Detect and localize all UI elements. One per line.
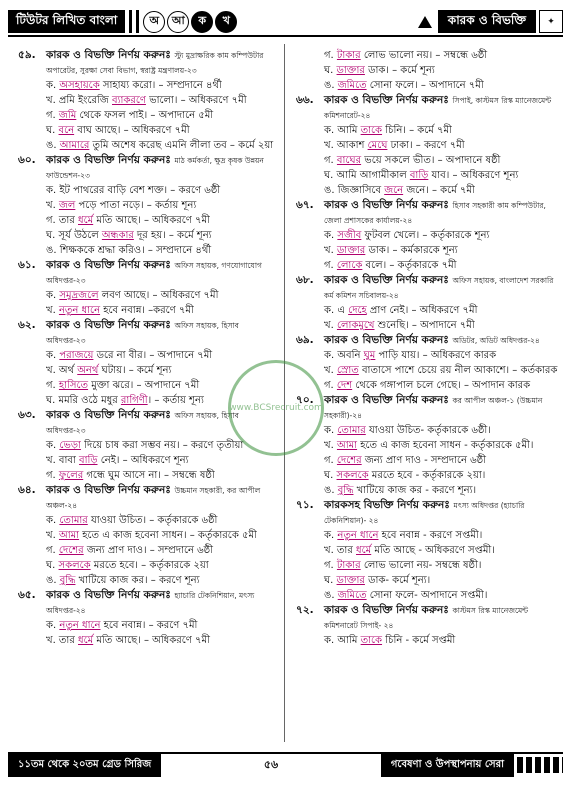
question-source: অফিস সহায়ক, হিসাব অধিদপ্তর-২৩: [46, 411, 239, 435]
question-number: ৭২.: [296, 604, 314, 616]
answer-text: দিয়ে চাষ করা সম্ভব নয়। – করণে তৃতীয়া: [80, 440, 244, 451]
answer-line: [296, 588, 558, 603]
answer-text: থেকে গঙ্গাপাল চলে গেছে। – অপাদান কারক: [352, 380, 531, 391]
answer-text: সাহায্য করো। – সম্প্রদানে ৪র্থী: [99, 80, 222, 91]
answer-text: ঘ. সূর্য উঠলে: [46, 230, 102, 241]
question-number: ৭০.: [296, 394, 314, 406]
underlined-word: ডাক্তার: [336, 575, 365, 586]
question-number: ৬৩.: [18, 409, 36, 421]
answer-text: ঘ. আমি আগামীকাল: [324, 170, 410, 181]
question-source: হিসাব সহকারী কাম কম্পিউটার, জেলা প্রশাসকের কার্যালয়-২৪: [324, 201, 546, 225]
answer-text: ক.: [46, 290, 60, 301]
answer-text: ঘ. মমরি ওঠে মধুর: [46, 395, 121, 406]
answer-text: ক.: [324, 230, 338, 241]
question-number: ৬৬.: [296, 94, 314, 106]
question-block: [296, 393, 558, 498]
question-block: [18, 483, 280, 588]
question-number: ৬১.: [18, 259, 36, 271]
underlined-word: ফুলের: [58, 470, 84, 481]
answer-text: ডরে না বীর। – অপাদানে ৭মী: [93, 350, 213, 361]
underlined-word: টাকার: [336, 50, 361, 61]
answer-text: সোনা ফলে। – অপাদানে ৭মী: [366, 80, 484, 91]
answer-text: ঙ.: [324, 485, 338, 496]
question-title: কারক ও বিভক্তি নির্ণয় করুনঃ: [324, 604, 449, 616]
answer-text: হবে নবান্ন। – করণে ৭মী: [100, 620, 198, 631]
underlined-word: হাসিতে: [58, 380, 89, 391]
answer-text: গ.: [46, 110, 59, 121]
letter-kha: খ: [215, 11, 237, 33]
answer-text: শুনেছি। – অপাদানে ৭মী: [374, 320, 475, 331]
answer-line: [18, 453, 280, 468]
answer-line: [296, 153, 558, 168]
underlined-word: অনর্থ: [77, 365, 99, 376]
underlined-word: সকলকে: [336, 470, 369, 481]
footer-series: ১১তম থেকে ২০তম গ্রেড সিরিজ: [8, 754, 161, 777]
answer-text: খ.: [46, 200, 59, 211]
underlined-word: দেশের: [58, 545, 84, 556]
underlined-word: নতুন ধানে: [59, 620, 101, 631]
answer-line: [18, 198, 280, 213]
underlined-word: ধর্মে: [78, 215, 94, 226]
answer-text: ভালো। – অধিকরণে ৭মী: [145, 95, 247, 106]
answer-line: [296, 423, 558, 438]
answer-line: [18, 183, 280, 198]
question-heading: [296, 198, 558, 228]
underlined-word: ধর্মে: [356, 545, 372, 556]
underlined-word: ভেড়া: [59, 440, 81, 451]
underlined-word: বুদ্ধি: [337, 485, 354, 496]
underlined-word: ডাক্তার: [336, 245, 366, 256]
answer-text: ঘ.: [324, 575, 337, 586]
letter-a: অ: [143, 11, 165, 33]
answer-text: পাড়ি যায়। – অধিকরণে কারক: [375, 350, 497, 361]
answer-text: খ. আকাশ: [324, 140, 368, 151]
answer-line: [18, 558, 280, 573]
answer-line: [18, 138, 280, 153]
section-title: কারক ও বিভক্তি: [438, 10, 536, 33]
answer-line: [296, 318, 558, 333]
answer-text: । – কর্তায় শূন্য: [147, 395, 204, 406]
question-heading: [296, 603, 558, 633]
answer-line: [296, 453, 558, 468]
question-source: অফিস সহায়ক, হিসাব অধিদপ্তর-২৩: [46, 321, 239, 345]
divider-bars: [129, 10, 139, 33]
answer-line: [296, 303, 558, 318]
question-title: কারক ও বিভক্তি নির্ণয় করুনঃ: [324, 394, 449, 406]
question-title: কারক ও বিভক্তি নির্ণয় করুনঃ: [46, 409, 171, 421]
answer-text: ঙ.: [46, 140, 60, 151]
underlined-word: বুদ্ধি: [59, 575, 76, 586]
answer-text: খ.: [324, 365, 337, 376]
answer-text: চিনি। – কর্মে ৭মী: [382, 125, 452, 136]
question-title: কারক ও বিভক্তি নির্ণয় করুনঃ: [46, 259, 171, 271]
question-title: কারক ও বিভক্তি নির্ণয় করুনঃ: [46, 154, 171, 166]
answer-line: [18, 108, 280, 123]
question-block: [296, 273, 558, 333]
question-source: উচ্চমান সহকারী, কর আপীল অঞ্চল-২৪: [46, 486, 261, 510]
question-heading: [18, 588, 280, 618]
answer-text: গ.: [324, 380, 337, 391]
underlined-word: দেশের: [336, 455, 362, 466]
page-footer: [8, 752, 563, 776]
answer-text: মুক্তা ঝরে। – অপাদানে ৭মী: [88, 380, 200, 391]
answer-text: ডাক। – কর্মকারকে শূন্য: [365, 245, 458, 256]
watermark-text: www.BCSrecruit.com: [229, 403, 323, 413]
question-block: [296, 333, 558, 393]
answer-line: [296, 543, 558, 558]
book-title: টিউটর লিখিত বাংলা: [8, 10, 125, 33]
answer-text: লোভ ভালো নয়- সম্বন্ধে ষষ্ঠী।: [360, 560, 482, 571]
page-number: ৫৬: [263, 757, 279, 771]
answer-line: [296, 528, 558, 543]
answer-text: খ.: [324, 440, 337, 451]
underlined-word: সজীব: [337, 230, 362, 241]
answer-text: ক. আমি: [324, 125, 361, 136]
answer-line: [18, 303, 280, 318]
answer-line: [18, 228, 280, 243]
answer-text: খ.: [46, 530, 59, 541]
underlined-word: আমা: [58, 530, 80, 541]
question-heading: [296, 273, 558, 303]
answer-line: [18, 468, 280, 483]
question-heading: [18, 153, 280, 183]
answer-text: গ.: [46, 470, 59, 481]
answer-text: বলে। – কর্তৃকারকে ৭মী: [362, 260, 457, 271]
watermark: [228, 360, 324, 456]
question-number: ৬২.: [18, 319, 36, 331]
page-header: [8, 8, 563, 37]
answer-line: [296, 228, 558, 243]
underlined-word: তোমার: [337, 425, 366, 436]
question-number: ৬৫.: [18, 589, 36, 601]
answer-line: [296, 558, 558, 573]
underlined-word: লোকে: [336, 260, 363, 271]
answer-text: খ.: [46, 305, 59, 316]
question-title: কারক ও বিভক্তি নির্ণয় করুনঃ: [46, 49, 171, 61]
answer-text: জনে। – কর্মে ৭মী: [403, 185, 475, 196]
question-source: অফিস সহায়ক, বাংলাদেশ সরকারি কর্ম কমিশন সচিবালয়-২৪: [324, 276, 554, 300]
letter-ka: ক: [191, 11, 213, 33]
answer-text: ঙ.: [46, 575, 60, 586]
letter-aa: আ: [167, 11, 189, 33]
answer-text: খ. বাবা: [46, 455, 80, 466]
answer-text: চিনি - কর্মে সপ্তমী: [382, 635, 456, 646]
answer-text: গ.: [324, 560, 337, 571]
question-block: [18, 588, 280, 648]
question-title: কারক ও বিভক্তি নির্ণয় করুনঃ: [324, 274, 449, 286]
answer-line: [18, 78, 280, 93]
question-number: ৭১.: [296, 499, 314, 511]
answer-text: ঘ.: [324, 65, 337, 76]
answer-text: জন্য প্রাণ দাও - সম্প্রদানে ৬ষ্ঠী: [361, 455, 487, 466]
question-source: মৎস্য অধিদপ্তর (হ্যাচারি টেকনিশিয়ান)- ২৪: [324, 501, 525, 525]
question-title: কারক ও বিভক্তি নির্ণয় করুনঃ: [46, 319, 171, 331]
question-source: অডিটর, অডিট অধিদপ্তর-২৪: [452, 336, 540, 345]
underlined-word: জমি: [58, 110, 77, 121]
underlined-word: বাঘের: [336, 155, 362, 166]
underlined-word: সকলকে: [58, 560, 91, 571]
answer-line: [296, 438, 558, 453]
question-block: [296, 498, 558, 603]
answer-line: [296, 168, 558, 183]
answer-line: [18, 243, 280, 258]
answer-text: যাওয়া উচিত- কর্তৃকারকে ৬ষ্ঠী।: [365, 425, 491, 436]
underlined-word: জমিতে: [337, 80, 367, 91]
answer-text: খ. অর্থ: [46, 365, 78, 376]
answer-line: [296, 363, 558, 378]
answer-line: [18, 288, 280, 303]
answer-line: [296, 123, 558, 138]
answer-text: খ.: [324, 245, 337, 256]
answer-line: [296, 348, 558, 363]
underlined-word: লোকমুখে: [336, 320, 375, 331]
answer-line: [18, 618, 280, 633]
answer-text: যাওয়া উচিত। – কর্তৃকারকে ৬ষ্ঠী: [87, 515, 218, 526]
question-source: অফিস সহায়ক, গণযোগাযোগ অধিদপ্তর-২৩: [46, 261, 262, 285]
underlined-word: টাকার: [336, 560, 361, 571]
question-heading: [18, 48, 280, 78]
answer-text: খাটিয়ে কাজ কর - করণে শূন্য।: [353, 485, 477, 496]
answer-text: ঘ.: [324, 470, 337, 481]
question-title: কারক ও বিভক্তি নির্ণয় করুনঃ: [324, 334, 449, 346]
question-number: ৬০.: [18, 154, 36, 166]
answer-text: ফুটবল খেলে। – কর্তৃকারকে শূন্য: [361, 230, 490, 241]
underlined-word: তাকে: [360, 635, 383, 646]
logo-icon: ✦: [539, 10, 563, 33]
answer-text: ক. ইট পাথরের বাড়ি বেশ শক্ত। – করণে ৬ষ্ঠী: [46, 185, 221, 196]
answer-text: খাটিয়ে কাজ কর। – করণে শূন্য: [75, 575, 200, 586]
question-title: কারক ও বিভক্তি নির্ণয় করুনঃ: [46, 589, 171, 601]
answer-text: মতি আছে। – অধিকরণে ৭মী: [93, 635, 210, 646]
answer-text: হবে নবান্ন - করণে সপ্তমী।: [378, 530, 483, 541]
question-source: কর আপীল অঞ্চল-১ (উচ্চমান সহকারী)-২৪: [324, 396, 543, 420]
answer-text: বাঘ আছে। – অধিকরণে ৭মী: [74, 125, 190, 136]
question-block: [18, 258, 280, 318]
answer-text: প্রাণ নেই। – অধিকরণে ৭মী: [366, 305, 478, 316]
answer-line: [18, 123, 280, 138]
answer-text: গন্ধে ঘুম আসে না। – সম্বন্ধে ষষ্ঠী: [83, 470, 215, 481]
question-block: [18, 153, 280, 258]
underlined-word: আমা: [336, 440, 358, 451]
answer-text: তুমি অশেষ করেছ এমনি লীলা তব – কর্মে ২য়া: [89, 140, 274, 151]
answer-line: [296, 243, 558, 258]
answer-text: মতি আছে। – অধিকরণে ৭মী: [93, 215, 210, 226]
underlined-word: পরাজয়ে: [59, 350, 94, 361]
answer-text: ক. এ: [324, 305, 349, 316]
question-block: [296, 603, 558, 648]
answer-text: বাতাসে পাশে চেয়ে রয় নীল আকাশে। – কর্তকারক: [358, 365, 558, 376]
underlined-word: নতুন ধানে: [337, 530, 379, 541]
answer-text: মরতে হবে - কর্তৃকারকে ২য়া।: [368, 470, 486, 481]
answer-text: সোনা ফলে- অপাদানে সপ্তমী।: [366, 590, 488, 601]
answer-line: [296, 138, 558, 153]
answer-text: ডাক। – কর্মে শূন্য: [364, 65, 435, 76]
question-block: [296, 48, 558, 93]
answer-text: ক. আমি: [324, 635, 361, 646]
answer-text: দূর হয়। – কর্মে শূন্য: [133, 230, 212, 241]
answer-text: লবণ আছে। – অধিকরণে ৭মী: [98, 290, 219, 301]
question-heading: [18, 318, 280, 348]
answer-text: খ. তার: [46, 635, 79, 646]
answer-text: ক.: [46, 80, 60, 91]
answer-text: হতে এ কাজ হবেনা সাধন। – কর্তৃকারকে ৫মী: [79, 530, 257, 541]
answer-line: [296, 633, 558, 648]
question-heading: [18, 483, 280, 513]
underlined-word: জনে: [384, 185, 404, 196]
answer-text: হতে এ কাজ হবেনা সাধন - কর্তৃকারকে ৫মী।: [357, 440, 534, 451]
underlined-word: ডাক্তার: [336, 65, 365, 76]
answer-line: [296, 258, 558, 273]
answer-text: পড়ে পাতা নড়ে। – কর্তায় শূন্য: [75, 200, 197, 211]
underlined-word: বাড়ি: [409, 170, 429, 181]
underlined-word: তোমার: [59, 515, 88, 526]
underlined-word: মেঘে: [367, 140, 388, 151]
question-title: কারক ও বিভক্তি নির্ণয় করুনঃ: [324, 94, 449, 106]
answer-text: ডাক- কর্মে শূন্য।: [364, 575, 431, 586]
answer-text: খ.: [324, 320, 337, 331]
answer-line: [18, 528, 280, 543]
question-heading: [296, 93, 558, 123]
answer-text: ঢাকা। – করণে ৭মী: [387, 140, 465, 151]
answer-text: গ.: [324, 260, 337, 271]
right-column: [296, 48, 558, 738]
answer-text: হবে নবান্ন। –করণে ৭মী: [100, 305, 194, 316]
answer-line: [296, 183, 558, 198]
underlined-word: নতুন ধানে: [58, 305, 101, 316]
underlined-word: অসহায়কে: [59, 80, 100, 91]
underlined-word: আমারে: [59, 140, 90, 151]
question-heading: [296, 393, 558, 423]
answer-text: মরতে হবে। – কর্তৃকারকে ২য়া: [90, 560, 209, 571]
underlined-word: জমিতে: [337, 590, 367, 601]
answer-text: গ. তার: [46, 215, 78, 226]
question-title: কারক ও বিভক্তি নির্ণয় করুনঃ: [46, 484, 171, 496]
underlined-word: ব্যাকরণে: [112, 95, 146, 106]
answer-text: লোভ ভালো নয়। – সম্বন্ধে ৬ষ্ঠী: [360, 50, 488, 61]
underlined-word: বনে: [58, 125, 75, 136]
answer-line: [296, 573, 558, 588]
question-block: [18, 48, 280, 153]
answer-text: ঙ. শিক্ষককে শ্রদ্ধা করিও। – সম্প্রদানে ৪র্থী: [46, 245, 212, 256]
answer-text: জন্য প্রাণ দাও। – সম্প্রদানে ৬ষ্ঠী: [83, 545, 214, 556]
answer-line: [18, 93, 280, 108]
underlined-word: তাকে: [360, 125, 383, 136]
question-number: ৬৪.: [18, 484, 36, 496]
question-number: ৬৮.: [296, 274, 314, 286]
question-number: ৬৭.: [296, 199, 314, 211]
answer-text: ক. অবনি: [324, 350, 364, 361]
answer-line: [296, 468, 558, 483]
question-block: [296, 198, 558, 273]
answer-line: [296, 483, 558, 498]
underlined-word: দেহে: [348, 305, 367, 316]
answer-text: ক.: [46, 515, 60, 526]
answer-line: [18, 573, 280, 588]
answer-text: ঘটায়। – কর্মে শূন্য: [98, 365, 172, 376]
answer-line: [18, 543, 280, 558]
underlined-word: রাগিণী: [120, 395, 148, 406]
underlined-word: সমুদ্রজলে: [59, 290, 99, 301]
question-heading: [296, 498, 558, 528]
question-source: মাঠ কর্মকর্তা, ক্ষুদ্র কৃষক উন্নয়ন ফাউন্ডেশন-২৩: [46, 156, 264, 180]
footer-pattern: [517, 757, 563, 773]
answer-text: খ. তার: [324, 545, 357, 556]
answer-line: [18, 513, 280, 528]
answer-text: যাব। – অধিকরণে শূন্য: [428, 170, 519, 181]
answer-text: ঘ.: [46, 560, 59, 571]
answer-line: [296, 63, 558, 78]
answer-text: গ.: [324, 50, 337, 61]
answer-text: গ.: [46, 380, 59, 391]
question-number: ৫৯.: [18, 49, 36, 61]
answer-line: [18, 348, 280, 363]
footer-tagline: গবেষণা ও উপস্থাপনায় সেরা: [381, 754, 514, 777]
underlined-word: দেশ: [336, 380, 353, 391]
answer-line: [18, 213, 280, 228]
answer-text: ক.: [324, 530, 338, 541]
answer-text: ঘ.: [46, 125, 59, 136]
mountain-icon: [418, 16, 432, 28]
answer-text: মতি আছে - অধিকরণে সপ্তমী।: [371, 545, 495, 556]
answer-text: খ. প্রমি ইংরেজি: [46, 95, 112, 106]
underlined-word: জল: [58, 200, 76, 211]
underlined-word: বাড়ি: [79, 455, 98, 466]
question-heading: [18, 258, 280, 288]
answer-text: ক.: [46, 350, 60, 361]
underlined-word: ঘুম: [363, 350, 376, 361]
question-block: [296, 93, 558, 198]
answer-text: ক.: [324, 425, 338, 436]
answer-text: ঙ. জিজ্ঞাসিবে: [324, 185, 385, 196]
question-source: কাস্টমস রিস্ক ম্যানেজমেন্ট কমিশনারেট সিপাই- ২৪: [324, 606, 529, 630]
underlined-word: ধর্মে: [78, 635, 94, 646]
underlined-word: অন্ধকার: [101, 230, 134, 241]
answer-text: গ.: [324, 455, 337, 466]
answer-text: ক.: [46, 440, 60, 451]
answer-text: ঙ.: [324, 590, 338, 601]
answer-line: [296, 378, 558, 393]
question-heading: [296, 333, 558, 348]
answer-text: গ.: [46, 545, 59, 556]
question-source: হ্যাচারি টেকনিশিয়ান, মৎস্য অধিদপ্তর-২৪: [46, 591, 255, 615]
answer-text: ক.: [46, 620, 60, 631]
answer-line: [296, 48, 558, 63]
answer-text: ঙ.: [324, 80, 338, 91]
answer-line: [296, 78, 558, 93]
underlined-word: স্রোত: [336, 365, 359, 376]
answer-text: গ.: [324, 155, 337, 166]
answer-text: থেকে ফসল পাই। – অপাদানে ৫মী: [76, 110, 214, 121]
question-source: স্ট্যু মুদ্রাক্ষরিক কাম কম্পিউটার অপারেটর, সুরক্ষা সেবা বিভাগ, স্বরাষ্ট্র মন্ত্রণালয়-২৩: [46, 51, 264, 75]
question-source: সিপাই, কাস্টমস রিস্ক ম্যানেজমেন্ট কমিশনারেট-২৪: [324, 96, 552, 120]
answer-line: [18, 633, 280, 648]
question-title: কারক ও বিভক্তি নির্ণয় করুনঃ: [324, 199, 449, 211]
answer-text: ভয়ে সকলে ভীত। – অপাদানে ষষ্ঠী: [361, 155, 501, 166]
answer-text: নেই। – অধিকরণে শূন্য: [97, 455, 189, 466]
question-title: কারকসহ বিভক্তি নির্ণয় করুনঃ: [324, 499, 450, 511]
question-number: ৬৯.: [296, 334, 314, 346]
